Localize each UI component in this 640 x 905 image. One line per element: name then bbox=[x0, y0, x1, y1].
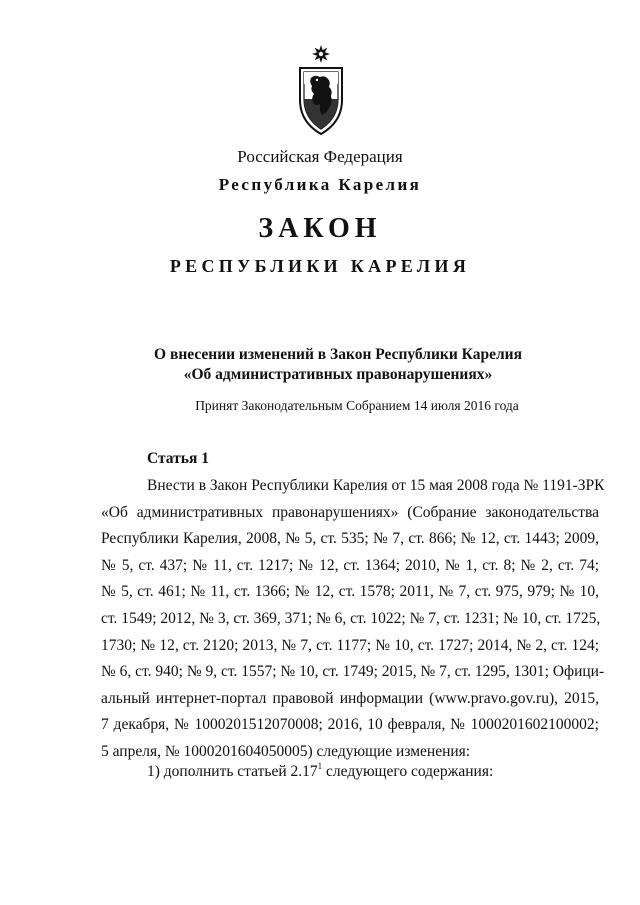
law-title: ЗАКОН bbox=[258, 213, 382, 244]
republic-name: Республика Карелия bbox=[218, 175, 422, 194]
list-item-1-suffix: следующего содержания: bbox=[322, 763, 494, 780]
paragraph-line: ст. 1549; 2012, № 3, ст. 369, 371; № 6, ст. 1022; № 7, ст. 1231; № 10, ст. 1725, bbox=[101, 609, 601, 627]
law-heading-line-1: О внесении изменений в Закон Республики Карелия bbox=[154, 346, 522, 363]
paragraph-line: «Об административных правонарушениях» (Собрание законодательства bbox=[101, 503, 599, 521]
article-paragraph bbox=[101, 473, 605, 766]
list-item-1-prefix: 1) дополнить статьей 2.17 bbox=[147, 763, 318, 780]
paragraph-line: 5 апреля, № 1000201604050005) следующие изменения: bbox=[101, 742, 471, 760]
paragraph-line: альный интернет-портал правовой информации (www.pravo.gov.ru), 2015, bbox=[101, 689, 599, 707]
paragraph-line: № 5, ст. 437; № 11, ст. 1217; № 12, ст. 1364; 2010, № 1, ст. 8; № 2, ст. 74; bbox=[101, 556, 599, 574]
law-heading-line-2: «Об административных правонарушениях» bbox=[183, 366, 493, 383]
paragraph-line: № 5, ст. 461; № 11, ст. 1366; № 12, ст. 1578; 2011, № 7, ст. 975, 979; № 10, bbox=[101, 583, 599, 601]
paragraph-line: № 6, ст. 940; № 9, ст. 1557; № 10, ст. 1749; 2015, № 7, ст. 1295, 1301; Офици- bbox=[101, 663, 605, 681]
karelia-coat-of-arms-icon bbox=[295, 44, 347, 136]
paragraph-line: Внести в Закон Республики Карелия от 15 мая 2008 года № 1191-ЗРК bbox=[147, 477, 605, 494]
country-name: Российская Федерация bbox=[237, 147, 403, 166]
list-item-1 bbox=[147, 761, 493, 781]
law-subtitle: РЕСПУБЛИКИ КАРЕЛИЯ bbox=[169, 256, 471, 276]
adoption-date-text: Принят Законодательным Собранием 14 июля 2016 года bbox=[195, 398, 519, 413]
list-item-1-superscript: 1 bbox=[317, 761, 323, 771]
paragraph-line: 1730; № 12, ст. 2120; 2013, № 7, ст. 1177; № 10, ст. 1727; 2014, № 2, ст. 124; bbox=[101, 636, 599, 654]
paragraph-line: 7 декабря, № 1000201512070008; 2016, 10 февраля, № 1000201602100002; bbox=[101, 716, 599, 734]
article-title: Статья 1 bbox=[147, 450, 209, 467]
paragraph-line: Республики Карелия, 2008, № 5, ст. 535; № 7, ст. 866; № 12, ст. 1443; 2009, bbox=[101, 530, 599, 548]
